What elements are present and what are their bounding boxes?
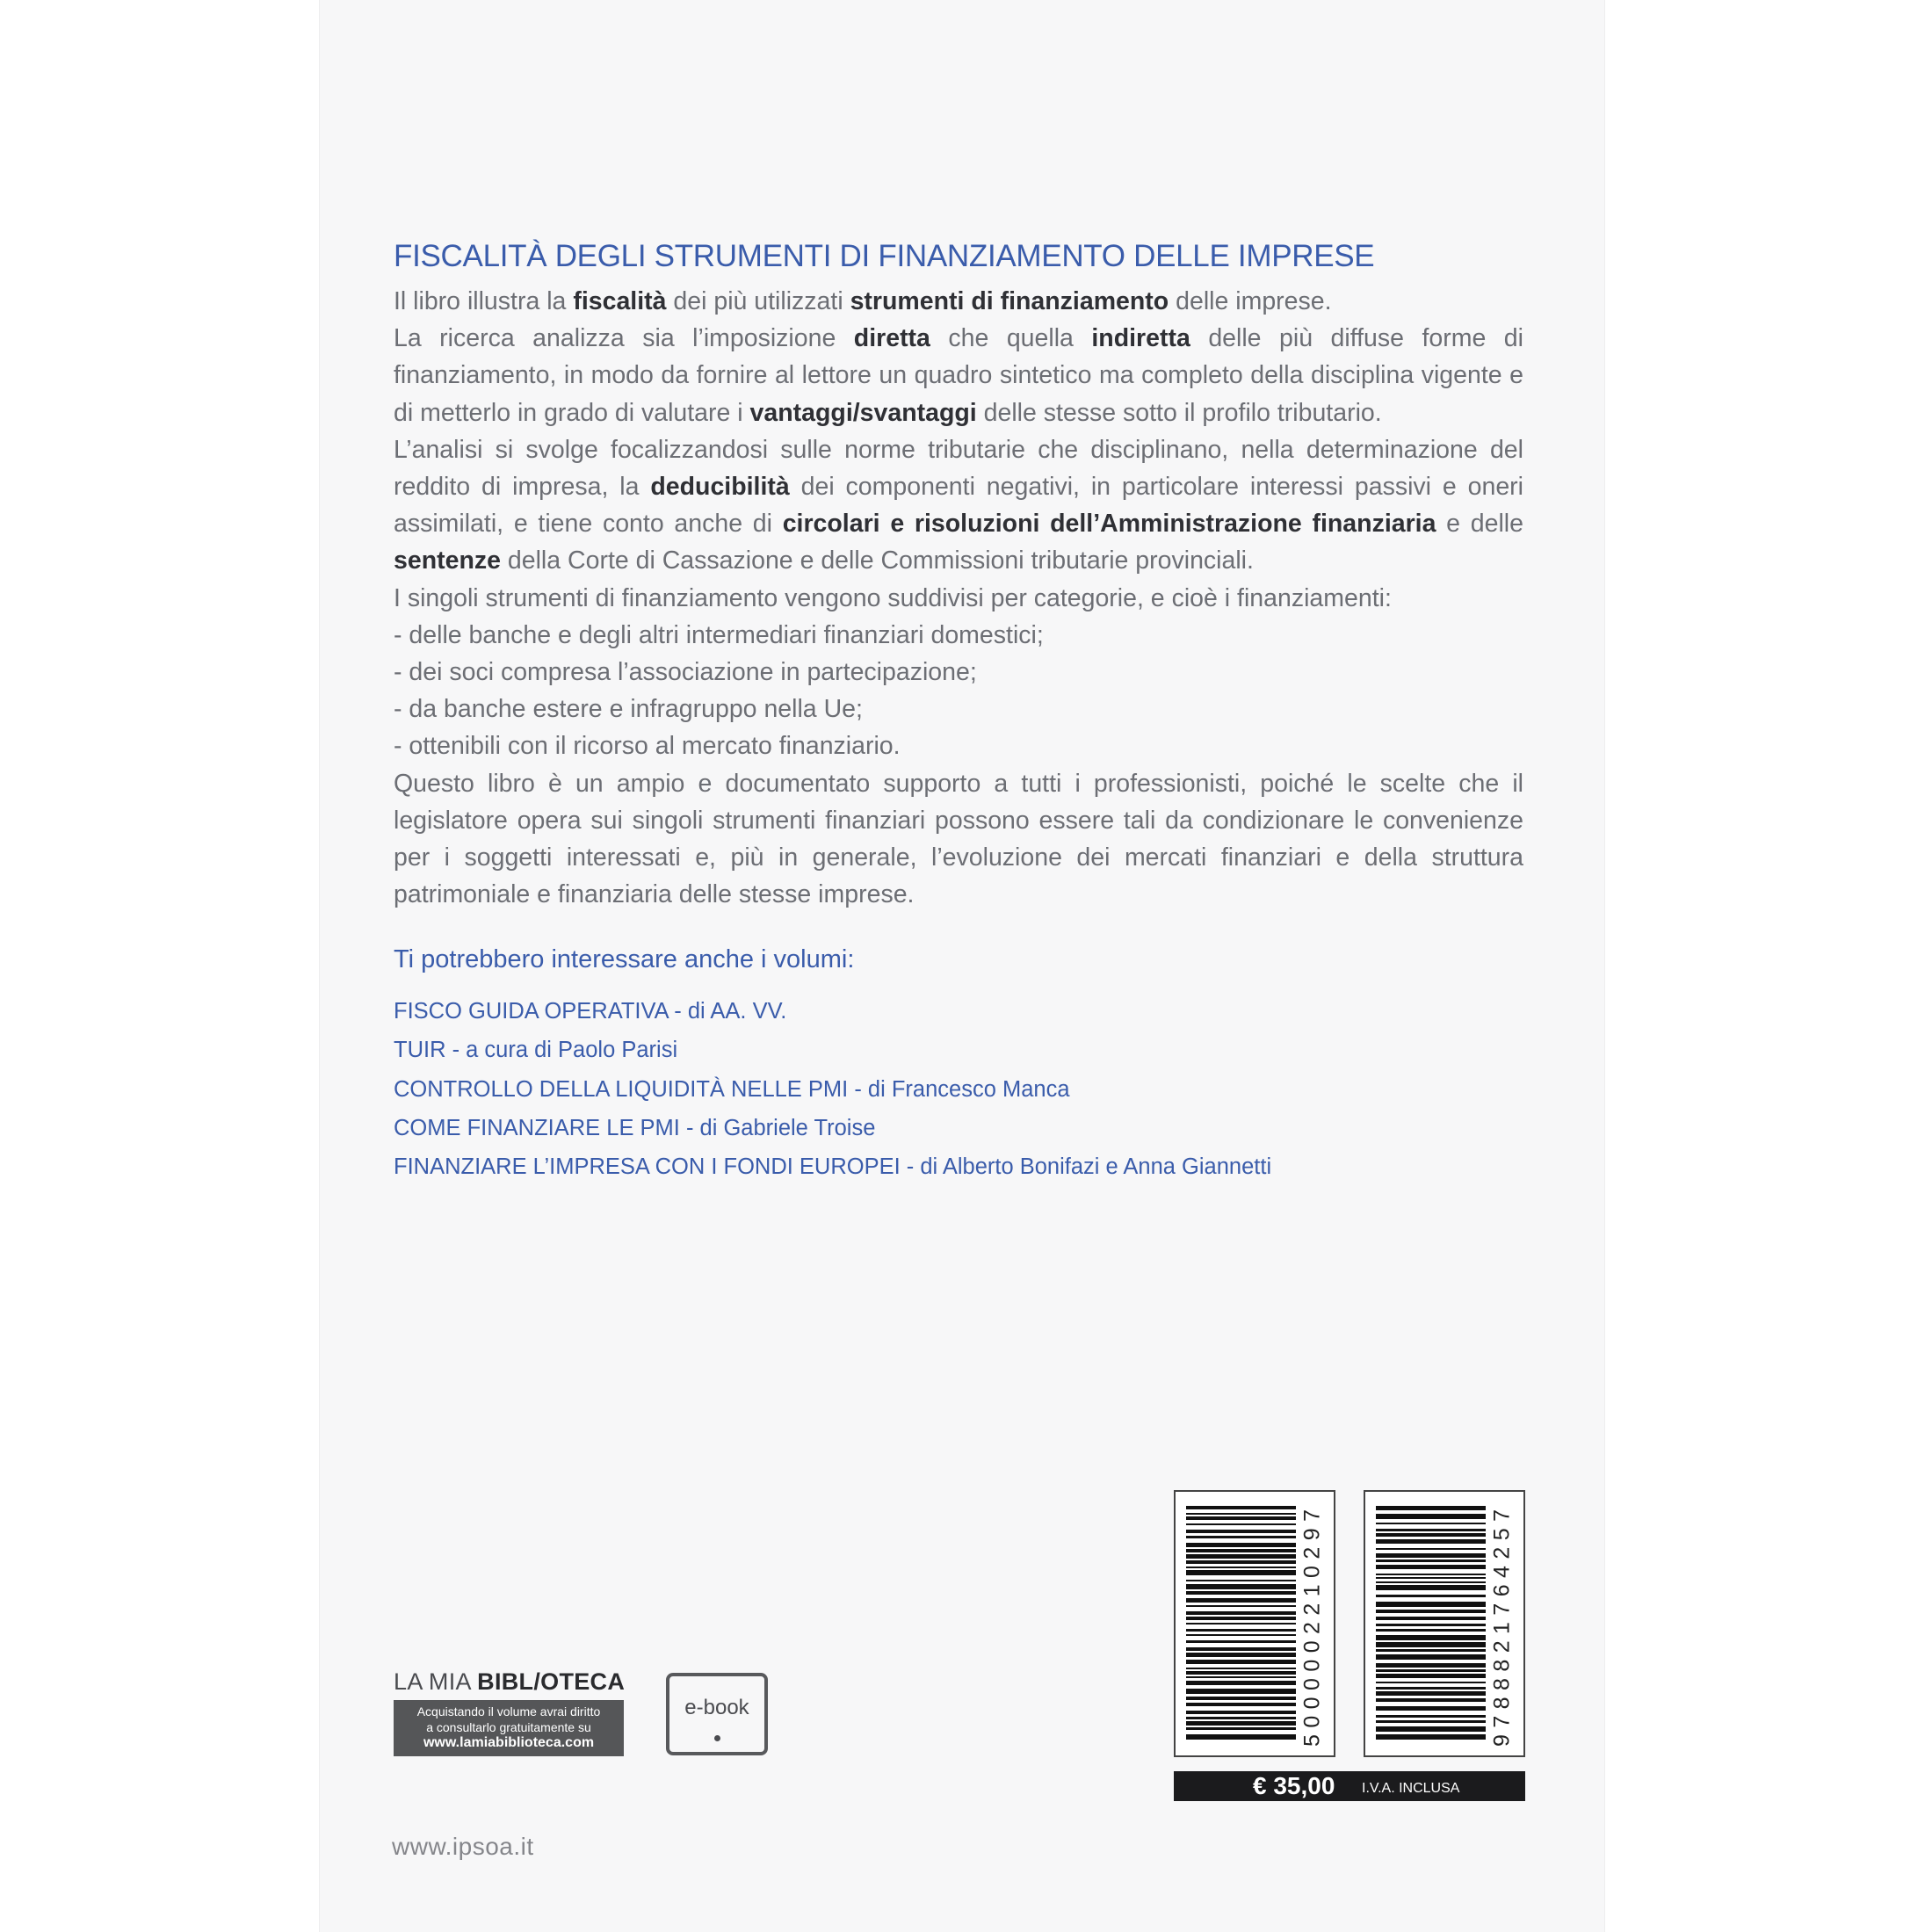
barcode-bar xyxy=(1186,1653,1296,1657)
price-amount: € 35,00 xyxy=(1253,1772,1335,1799)
description-paragraph-3 xyxy=(394,431,1523,580)
barcode-bar xyxy=(1376,1533,1486,1537)
text-run: che quella xyxy=(930,324,1092,353)
barcode-bar xyxy=(1376,1559,1486,1562)
barcode-bar xyxy=(1376,1602,1486,1607)
related-volume-item: COME FINANZIARE LE PMI - di Gabriele Troise xyxy=(394,1115,876,1140)
barcode-bar xyxy=(1376,1635,1486,1640)
emphasis-text: diretta xyxy=(853,324,930,353)
category-item: - da banche estere e infragruppo nella Ue; xyxy=(394,695,863,724)
barcode-digits: 5000002210297 xyxy=(1299,1509,1325,1747)
barcode-bar xyxy=(1376,1720,1486,1723)
related-volume-item: TUIR - a cura di Paolo Parisi xyxy=(394,1038,678,1063)
barcode-bar xyxy=(1376,1610,1486,1613)
barcode-bar xyxy=(1186,1549,1296,1552)
barcode-bar xyxy=(1186,1584,1296,1589)
barcode-bar xyxy=(1376,1687,1486,1690)
barcode-bar xyxy=(1376,1548,1486,1550)
barcode-bar xyxy=(1186,1543,1296,1547)
text-run: dei più utilizzati xyxy=(666,287,850,315)
library-info-line: Acquistando il volume avrai diritto xyxy=(416,1704,601,1719)
barcode-bar xyxy=(1186,1640,1296,1643)
library-info-box xyxy=(394,1700,624,1756)
barcode-bar xyxy=(1376,1539,1486,1544)
related-volume-item: FISCO GUIDA OPERATIVA - di AA. VV. xyxy=(394,999,787,1024)
barcode-bar xyxy=(1376,1642,1486,1647)
barcode-bar xyxy=(1376,1585,1486,1590)
barcode-isbn xyxy=(1364,1490,1525,1757)
barcode-bar xyxy=(1186,1617,1296,1620)
barcode-bar xyxy=(1376,1674,1486,1678)
barcode-bar xyxy=(1186,1717,1296,1719)
text-run: delle più diffuse forme di finanziamento, in modo da fornire al lettore un quadro sintetico ma completo della disciplina vigente e di metterlo in grado di valutare i xyxy=(394,324,1523,427)
barcode-bar xyxy=(1186,1623,1296,1624)
book-back-cover xyxy=(320,0,1604,1932)
barcode-bar xyxy=(1376,1706,1486,1711)
barcode-bar xyxy=(1376,1529,1486,1531)
barcode-bar xyxy=(1186,1671,1296,1675)
barcode-bar xyxy=(1376,1581,1486,1583)
emphasis-text: vantaggi/svantaggi xyxy=(749,398,977,427)
related-volume-item: CONTROLLO DELLA LIQUIDITÀ NELLE PMI - di Francesco Manca xyxy=(394,1076,1070,1102)
barcode-bar xyxy=(1186,1721,1296,1726)
barcode-bar xyxy=(1376,1577,1486,1579)
barcode-bar xyxy=(1186,1727,1296,1730)
barcode-bar xyxy=(1376,1654,1486,1660)
barcode-bar xyxy=(1376,1553,1486,1558)
barcode-bar xyxy=(1376,1629,1486,1632)
barcode-bar xyxy=(1186,1734,1296,1740)
description-paragraph-1 xyxy=(394,283,1523,320)
barcode-bar xyxy=(1186,1554,1296,1559)
barcode-bar xyxy=(1186,1629,1296,1632)
text-run: delle stesse sotto il profilo tributario. xyxy=(976,398,1382,427)
barcode-bar xyxy=(1376,1595,1486,1597)
barcode-bar xyxy=(1376,1663,1486,1668)
barcode-bar xyxy=(1186,1668,1296,1669)
barcode-bar xyxy=(1376,1715,1486,1718)
barcode-bar xyxy=(1376,1514,1486,1519)
barcode-graphic xyxy=(1376,1502,1516,1748)
emphasis-text: circolari e risoluzioni dell’Amministrazione finanziaria xyxy=(782,510,1436,539)
barcode-bar xyxy=(1376,1726,1486,1732)
text-run: La ricerca analizza sia l’imposizione xyxy=(394,324,854,353)
barcode-bar xyxy=(1186,1634,1296,1636)
emphasis-text: strumenti di finanziamento xyxy=(850,287,1169,315)
description-paragraph-4: I singoli strumenti di finanziamento vengono suddivisi per categorie, e cioè i finanziamenti: xyxy=(394,583,1392,612)
barcode-graphic xyxy=(1186,1502,1327,1748)
library-url: www.lamiabiblioteca.com xyxy=(423,1735,595,1750)
barcode-bar xyxy=(1186,1506,1296,1509)
barcode-bar xyxy=(1186,1530,1296,1533)
barcode-bar xyxy=(1376,1624,1486,1626)
category-item: - delle banche e degli altri intermediari finanziari domestici; xyxy=(394,620,1044,649)
related-volume-item: FINANZIARE L’IMPRESA CON I FONDI EUROPEI - di Alberto Bonifazi e Anna Giannetti xyxy=(394,1154,1272,1180)
price-note: I.V.A. INCLUSA xyxy=(1362,1781,1460,1796)
barcode-bar xyxy=(1186,1697,1296,1700)
barcode-bar xyxy=(1376,1669,1486,1672)
library-info-line: a consultarlo gratuitamente su xyxy=(426,1720,591,1734)
barcode-bar xyxy=(1186,1660,1296,1664)
barcode-bar xyxy=(1376,1617,1486,1620)
barcode-bar xyxy=(1186,1611,1296,1615)
publisher-website: www.ipsoa.it xyxy=(392,1833,534,1860)
barcode-bar xyxy=(1186,1711,1296,1714)
emphasis-text: sentenze xyxy=(394,546,501,575)
category-item: - dei soci compresa l’associazione in partecipazione; xyxy=(394,658,977,687)
description-paragraph-5: Questo libro è un ampio e documentato supporto a tutti i professionisti, poiché le scelte che il legislatore opera sui singoli strumenti finanziari possono essere tali da condizionare le convenienze per i soggetti interessati e, più in generale, l’evoluzione dei mercati finanziari e della struttura patrimoniale e finanziaria delle stesse imprese. xyxy=(394,769,1523,909)
related-volumes-heading: Ti potrebbero interessare anche i volumi: xyxy=(394,945,855,973)
barcode-bar xyxy=(1376,1691,1486,1696)
barcode-bar xyxy=(1186,1513,1296,1515)
description-paragraph-2 xyxy=(394,320,1523,431)
related-volumes xyxy=(394,945,1271,1186)
barcode-bar xyxy=(1376,1649,1486,1652)
barcode-bar xyxy=(1186,1536,1296,1538)
barcode-bar xyxy=(1186,1676,1296,1678)
text-run: dei componenti negativi, in particolare interessi passivi e oneri assimilati, e tiene conto anche di xyxy=(394,473,1524,539)
text-run: e delle xyxy=(1436,510,1523,539)
barcode-bar xyxy=(1186,1647,1296,1651)
barcode-bar xyxy=(1376,1574,1486,1575)
barcode-bar xyxy=(1186,1560,1296,1564)
library-logo-prefix: LA MIA xyxy=(394,1668,478,1695)
barcode-bar xyxy=(1186,1689,1296,1694)
barcode-bar xyxy=(1186,1516,1296,1520)
text-run: delle imprese. xyxy=(1169,287,1332,315)
library-logo-name: BIBL/OTECA xyxy=(477,1668,626,1695)
barcode-bar xyxy=(1376,1698,1486,1702)
barcode-bar xyxy=(1186,1681,1296,1685)
text-run: L’analisi si svolge focalizzandosi sulle norme tributarie che disciplinano, nella determinazione del reddito di impresa, la xyxy=(394,435,1523,502)
barcode-price xyxy=(1174,1490,1335,1757)
barcode-bar xyxy=(1186,1703,1296,1706)
category-item: - ottenibili con il ricorso al mercato finanziario. xyxy=(394,732,901,761)
barcode-bar xyxy=(1186,1591,1296,1595)
emphasis-text: deducibilità xyxy=(650,473,790,502)
emphasis-text: fiscalità xyxy=(573,287,667,315)
barcode-bar xyxy=(1186,1580,1296,1581)
barcode-digits: 9788821764257 xyxy=(1489,1509,1515,1747)
barcode-bar xyxy=(1376,1734,1486,1740)
barcode-bar xyxy=(1186,1598,1296,1603)
library-logo xyxy=(394,1668,625,1696)
text-run: della Corte di Cassazione e delle Commissioni tributarie provinciali. xyxy=(500,546,1254,575)
book-title: FISCALITÀ DEGLI STRUMENTI DI FINANZIAMENTO DELLE IMPRESE xyxy=(394,239,1375,273)
ebook-dot-icon xyxy=(714,1735,720,1741)
barcode-bar xyxy=(1376,1523,1486,1524)
barcode-bar xyxy=(1186,1570,1296,1575)
barcode-bar xyxy=(1186,1567,1296,1568)
price-tag xyxy=(1174,1771,1525,1801)
barcode-bar xyxy=(1376,1506,1486,1510)
barcode-bar xyxy=(1186,1523,1296,1525)
text-run: Il libro illustra la xyxy=(394,287,574,315)
ebook-label: e-book xyxy=(684,1696,749,1719)
barcode-bar xyxy=(1376,1682,1486,1683)
ebook-badge xyxy=(666,1673,768,1755)
description xyxy=(394,283,1523,913)
barcode-bar xyxy=(1186,1605,1296,1607)
barcode-bar xyxy=(1376,1565,1486,1569)
emphasis-text: indiretta xyxy=(1091,324,1190,353)
